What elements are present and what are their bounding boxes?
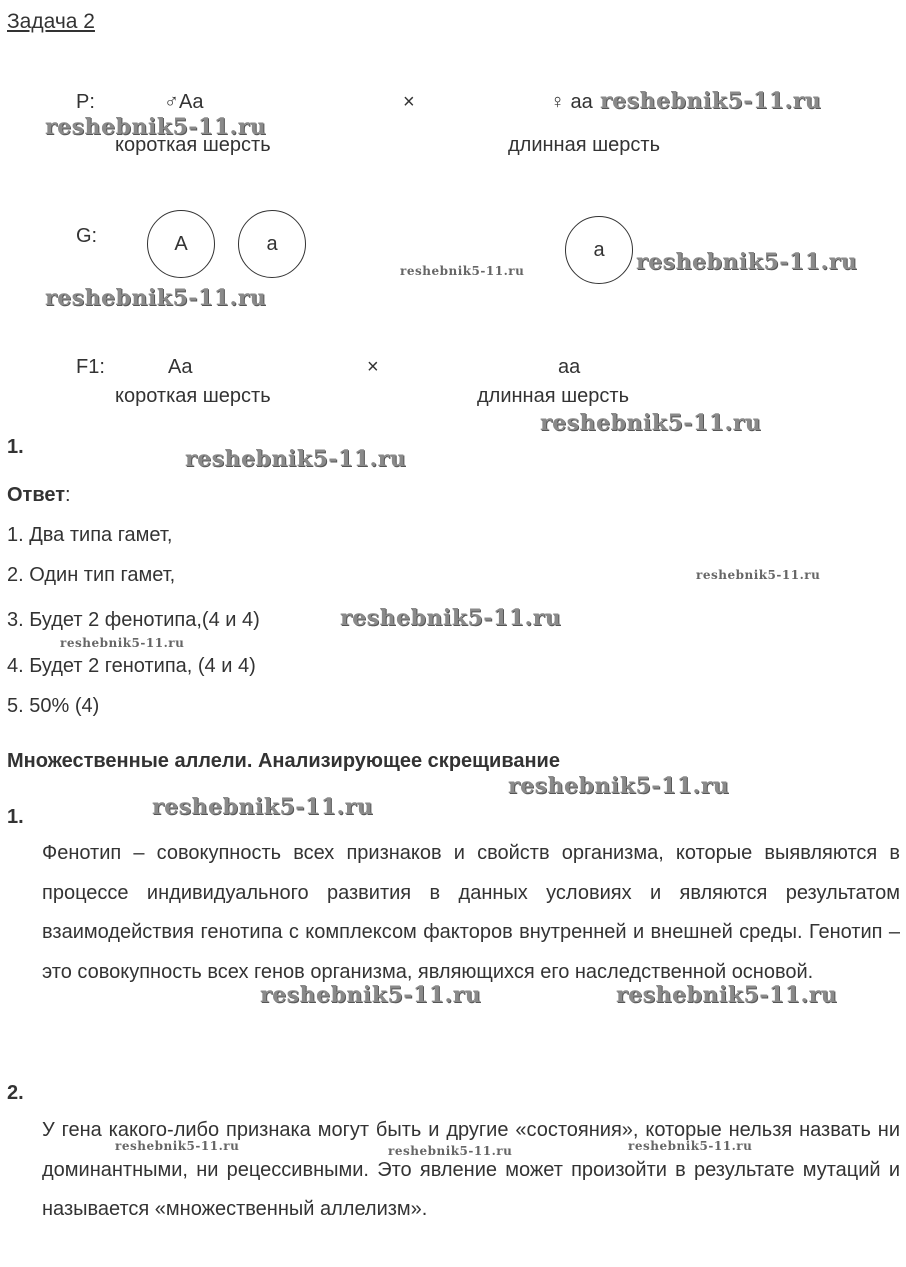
watermark: reshebnik5-11.ru [152,794,374,820]
answer-colon: : [65,484,71,506]
g-label: G: [76,225,98,247]
watermark: reshebnik5-11.ru [185,446,407,472]
answer-item-2: 2. Один тип гамет, [7,564,176,586]
section-heading: Множественные аллели. Анализирующее скрещивание [7,750,560,772]
watermark: reshebnik5-11.ru [628,1139,753,1153]
watermark: reshebnik5-11.ru [260,982,482,1008]
f1-left-trait: короткая шерсть [115,385,271,407]
answer-item-1: 1. Два типа гамет, [7,524,173,546]
watermark: reshebnik5-11.ru [388,1144,513,1158]
f1-right-trait: длинная шерсть [477,385,629,407]
p-male-trait: короткая шерсть [115,134,271,156]
watermark: reshebnik5-11.ru [60,636,185,650]
answer-item-4: 4. Будет 2 генотипа, (4 и 4) [7,655,256,677]
paragraph-2: У гена какого-либо признака могут быть и другие «состояния», которые нельзя назвать ни доминантными, ни рецессивными. Это явление может произойти в результате мутаций и называется «множественный аллелизм». [42,1119,900,1221]
watermark: reshebnik5-11.ru [45,285,267,311]
watermark: reshebnik5-11.ru [540,410,762,436]
p-female-genotype: ♀ aa [550,91,593,113]
gamete-circle-a-male [238,210,306,278]
answer-label: Ответ [7,484,66,506]
p-female-trait: длинная шерсть [508,134,660,156]
f1-label: F1: [76,356,105,378]
watermark: reshebnik5-11.ru [508,773,730,799]
watermark: reshebnik5-11.ru [400,264,525,278]
f1-right-genotype: aa [558,356,581,378]
task-title: Задача 2 [7,10,95,33]
f1-cross-sign: × [367,356,379,378]
gamete-a-female-label: a [593,238,605,261]
watermark: reshebnik5-11.ru [600,88,822,114]
answer-item-3: 3. Будет 2 фенотипа,(4 и 4) [7,609,260,631]
answer-heading [7,483,71,507]
watermark: reshebnik5-11.ru [616,982,838,1008]
p-male-genotype: ♂Aa [164,91,204,113]
watermark: reshebnik5-11.ru [115,1139,240,1153]
gamete-A-label: A [174,232,188,255]
paragraph-1: Фенотип – совокупность всех признаков и свойств организма, которые выявляются в процессе индивидуального развития в данных условиях и являются результатом взаимодействия генотипа с комплексом факторов внутренней и внешней среды. Генотип – это совокупность всех генов организма, являющихся его наследственной основой. [42,842,900,983]
p-cross-sign: × [403,91,415,113]
watermark: reshebnik5-11.ru [636,249,858,275]
f1-left-genotype: Aa [168,356,193,378]
gamete-circle-a-female [565,216,633,284]
gamete-a-male-label: a [266,232,278,255]
number-2: 2. [7,1082,24,1104]
answer-item-5: 5. 50% (4) [7,695,100,717]
number-1a: 1. [7,436,24,458]
watermark: reshebnik5-11.ru [340,605,562,631]
watermark: reshebnik5-11.ru [696,568,821,582]
p-label: P: [76,91,95,113]
watermark: reshebnik5-11.ru [45,114,267,140]
gamete-circle-A [147,210,215,278]
number-1b: 1. [7,806,24,828]
